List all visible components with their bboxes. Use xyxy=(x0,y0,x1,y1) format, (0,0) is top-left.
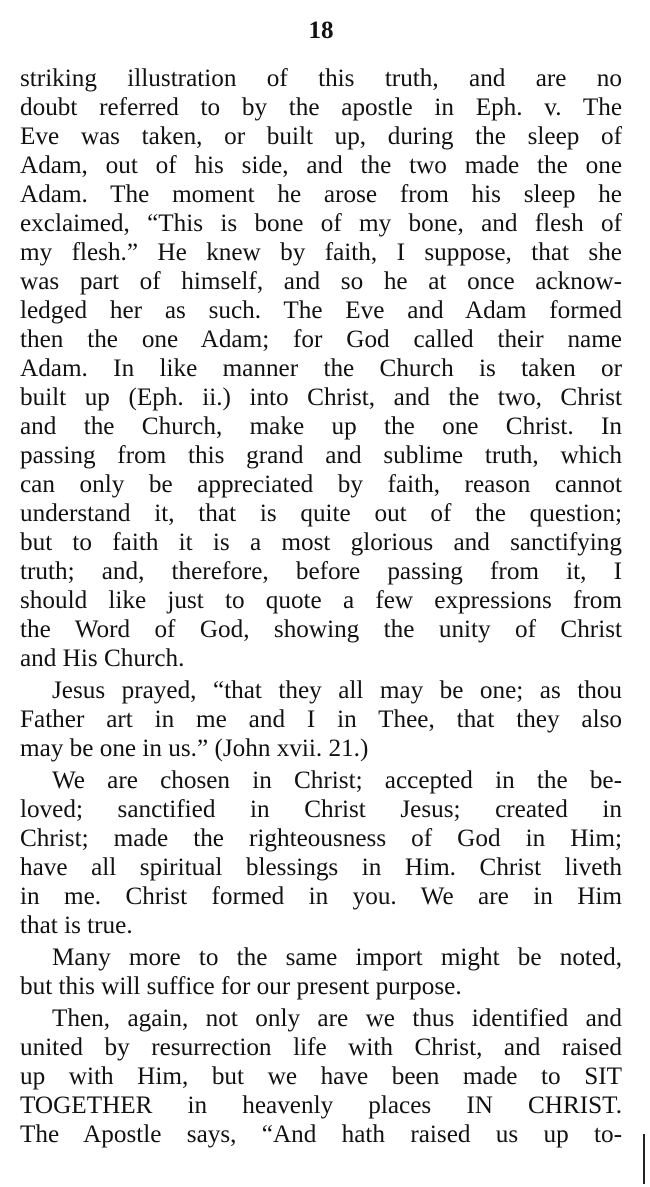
text-line: understand it, that is quite out of the question; xyxy=(20,500,622,527)
text-line: Christ; made the righteousness of God in Him; xyxy=(20,825,622,852)
text-line: up with Him, but we have been made to SIT xyxy=(20,1063,622,1090)
text-line: Then, again, not only are we thus identified and xyxy=(52,1005,622,1032)
text-line: can only be appreciated by faith, reason cannot xyxy=(20,471,622,498)
text-line: doubt referred to by the apostle in Eph. v. The xyxy=(20,94,622,121)
body-text xyxy=(20,64,622,1149)
text-line: and the Church, make up the one Christ. In xyxy=(20,413,622,440)
paragraph xyxy=(20,943,622,1001)
text-line: Adam. The moment he arose from his sleep he xyxy=(20,181,622,208)
text-line: but this will suffice for our present purpose. xyxy=(20,973,462,1000)
text-line: Adam. In like manner the Church is taken or xyxy=(20,355,622,382)
text-line: but to faith it is a most glorious and sanctifying xyxy=(20,529,622,556)
text-line: TOGETHER in heavenly places IN CHRIST. xyxy=(20,1092,622,1119)
text-line: the Word of God, showing the unity of Christ xyxy=(20,616,622,643)
text-line: Eve was taken, or built up, during the sleep of xyxy=(20,123,622,150)
text-line: have all spiritual blessings in Him. Christ liveth xyxy=(20,854,622,881)
text-line: built up (Eph. ii.) into Christ, and the two, Christ xyxy=(20,384,622,411)
text-line: then the one Adam; for God called their name xyxy=(20,326,622,353)
text-line: striking illustration of this truth, and are no xyxy=(20,65,622,92)
text-line: Many more to the same import might be noted, xyxy=(52,944,622,971)
page-number: 18 xyxy=(308,17,334,44)
text-line: loved; sanctified in Christ Jesus; created in xyxy=(20,796,622,823)
text-line: Adam, out of his side, and the two made the one xyxy=(20,152,622,179)
paragraph xyxy=(20,64,622,673)
paragraph xyxy=(20,766,622,940)
text-line: in me. Christ formed in you. We are in Him xyxy=(20,883,622,910)
text-line: my flesh.” He knew by faith, I suppose, that she xyxy=(20,239,622,266)
text-line: ledged her as such. The Eve and Adam formed xyxy=(20,297,622,324)
text-line: united by resurrection life with Christ, and raised xyxy=(20,1034,622,1061)
paragraph xyxy=(20,1004,622,1149)
book-page xyxy=(20,14,622,1149)
text-line: We are chosen in Christ; accepted in the be- xyxy=(52,767,622,794)
text-line: Jesus prayed, “that they all may be one; as thou xyxy=(52,677,622,704)
text-line: should like just to quote a few expressions from xyxy=(20,587,622,614)
text-line: passing from this grand and sublime truth, which xyxy=(20,442,622,469)
text-line: that is true. xyxy=(20,912,133,939)
text-line: was part of himself, and so he at once acknow- xyxy=(20,268,622,295)
text-line: The Apostle says, “And hath raised us up to- xyxy=(20,1121,622,1148)
margin-rule xyxy=(643,1134,645,1184)
text-line: may be one in us.” (John xvii. 21.) xyxy=(20,735,369,762)
text-line: truth; and, therefore, before passing from it, I xyxy=(20,558,622,585)
text-line: and His Church. xyxy=(20,645,185,672)
paragraph xyxy=(20,676,622,763)
text-line: Father art in me and I in Thee, that they also xyxy=(20,706,622,733)
text-line: exclaimed, “This is bone of my bone, and flesh of xyxy=(20,210,622,237)
